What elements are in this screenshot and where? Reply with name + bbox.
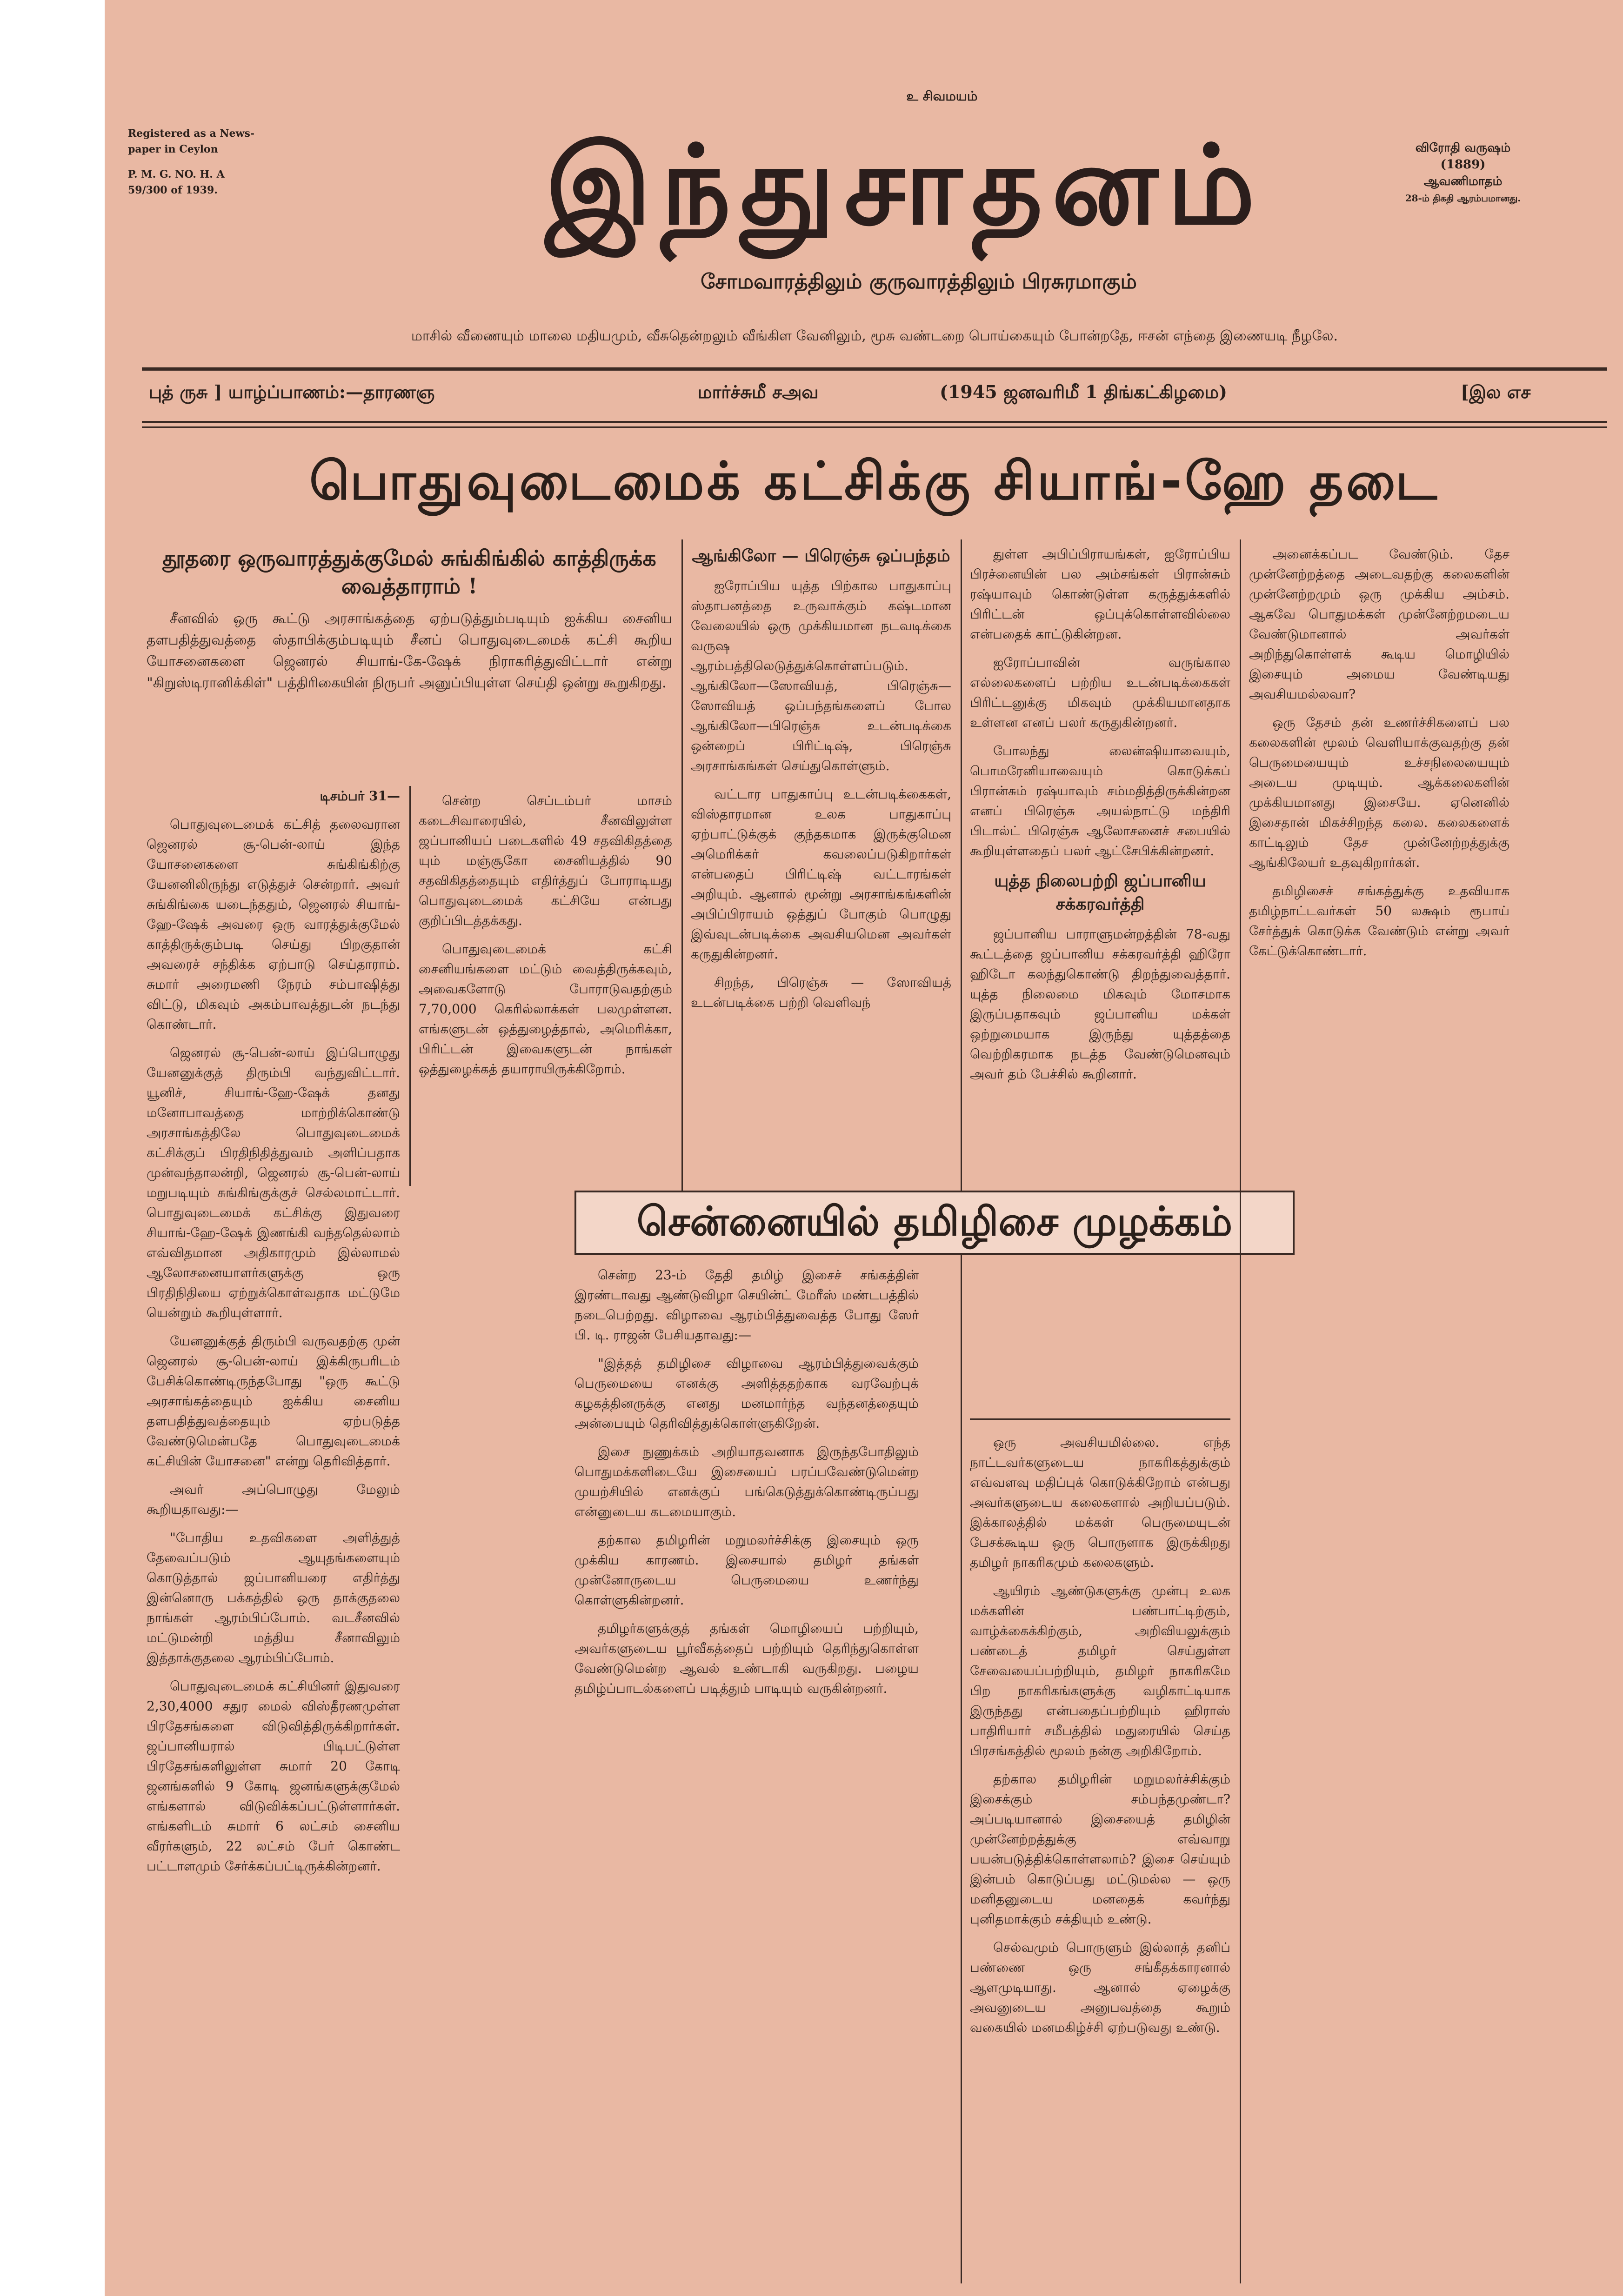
column-rule: [1240, 539, 1241, 2283]
article-paragraph: இசை நுணுக்கம் அறியாதவனாக இருந்தபோதிலும் பொதுமக்களிடையே இசையைப் பரப்பவேண்டுமென்ற முயற்சியில் எனக்குப் பங்கெடுத்துக்கொண்டிருப்பது என்னுடைய கடமையாகும்.: [574, 1444, 919, 1519]
column-rule: [961, 539, 962, 2283]
column-2: [419, 791, 672, 1186]
article-paragraph: "இத்தத் தமிழிசை விழாவை ஆரம்பித்துவைக்கும் பெருமையை எனக்கு அளித்ததற்காக வரவேற்புக் கழகத்தினருக்கு எனது மனமார்ந்த வந்தனத்தையும் அன்பையும் தெரிவித்துக்கொள்ளுகிறேன்.: [574, 1356, 919, 1431]
article-paragraph: ஜெனரல் சூ-பென்-லாய் இப்பொழுது யேனனுக்குத் திரும்பி வந்துவிட்டார். யூனிச், சியாங்-ஹே-ஷேக் தனது மனோபாவத்தை மாற்றிக்கொண்டு அரசாங்கத்திலே பொதுவுடைமைக் கட்சிக்குப் பிரதிநிதித்துவம் அளிப்பதாக முன்வந்தாலன்றி, ஜெனரல் சூ-பென்-லாய் மறுபடியும் சுங்கிங்குக்குச் செல்லமாட்டார். பொதுவுடைமைக் கட்சிக்கு இதுவரை சியாங்-ஹே-ஷேக் இணங்கி வந்ததெல்லாம் எவ்விதமான அதிகாரமும் இல்லாமல் ஆலோசனையாளர்களுக்கு ஒரு பிரதிநிதியை ஏற்றுக்கொள்வதாக மட்டுமே யென்றும் கூறியுள்ளார்.: [147, 1045, 400, 1320]
volume-info: புத் ருசு ] யாழ்ப்பாணம்:—தாரணஞ: [149, 381, 435, 402]
column-1a: [147, 786, 400, 2274]
article-paragraph: வட்டார பாதுகாப்பு உடன்படிக்கைகள், விஸ்தாரமான உலக பாதுகாப்பு ஏற்பாட்டுக்குக் குந்தகமாக இருக்குமென அமெரிக்கர் கவலைப்படுகிறார்கள் என்பதைப் பிரிட்டிஷ் வட்டாரங்கள் அறியும். ஆனால் மூன்று அரசாங்கங்களின் அபிப்பிராயம் ஒத்துப் போகும் பொழுது இவ்வுடன்படிக்கை அவசியமென அவர்கள் கருதுகின்றனர்.: [691, 786, 951, 962]
column-rule: [409, 786, 411, 1186]
article-paragraph: செல்வமும் பொருளும் இல்லாத் தனிப் பண்ணை ஒரு சங்கீதக்காரனால் ஆளமுடியாது. ஆனால் ஏழைக்கு அவனுடைய அனுபவத்தை கூறும் வகையில் மனமகிழ்ச்சி ஏற்படுவது உண்டு.: [970, 1940, 1230, 2035]
divider: [142, 421, 1607, 423]
invocation: உ சிவமயம்: [906, 88, 978, 104]
registration-line: paper in Ceylon: [128, 143, 218, 155]
article-paragraph: ஆயிரம் ஆண்டுகளுக்கு முன்பு உலக மக்களின் பண்பாட்டிற்கும், வாழ்க்கைக்கிற்கும், அறிவியலுக்கும் பண்டைத் தமிழர் செய்துள்ள சேவையைப்பற்றியும், தமிழர் நாகரிகமே பிற நாகரிகங்களுக்கு வழிகாட்டியாக இருந்தது என்பதைப்பற்றியும் ஹிராஸ் பாதிரியார் சமீபத்தில் மதுரையில் செய்த பிரசங்கத்தில் மூலம் நன்கு அறிகிறோம்.: [970, 1583, 1230, 1758]
registration-line: 59/300 of 1939.: [128, 184, 218, 196]
article-paragraph: தற்கால தமிழரின் மறுமலர்ச்சிக்கும் இசைக்கும் சம்பந்தமுண்டா? அப்படியானால் இசையைத் தமிழின் முன்னேற்றத்துக்கு எவ்வாறு பயன்படுத்திக்கொள்ளலாம்? இசை செய்யும் இன்பம் கொடுப்பது மட்டுமல்ல — ஒரு மனிதனுடைய மனதைக் கவர்ந்து புனிதமாக்கும் சக்தியும் உண்டு.: [970, 1771, 1230, 1927]
column-subhead: தூதரை ஒருவாரத்துக்குமேல் சுங்கிங்கில் காத்திருக்க வைத்தாராம் !: [162, 546, 656, 599]
article-paragraph: பொதுவுடைமைக் கட்சித் தலைவரான ஜெனரல் சூ-பென்-லாய் இந்த யோசனைகளை சுங்கிங்கிற்கு யேனனிலிருந்து எடுத்துச் சென்றார். அவர் சுங்கிங்கை யடைந்ததும், ஜெனரல் சியாங்-ஹே-ஷேக் அவரை ஒரு வாரத்துக்குமேல் காத்திருக்கும்படி செய்து பிறகுதான் அவரைச் சந்திக்க ஏற்பாடு செய்தாராம். சுமார் அரைமணி நேரம் சம்பாஷித்து விட்டு, மிகவும் அகம்பாவத்துடன் நடந்து கொண்டார்.: [147, 817, 400, 1032]
article-paragraph: தமிழர்களுக்குத் தங்கள் மொழியைப் பற்றியும், அவர்களுடைய பூர்வீகத்தைப் பற்றியும் தெரிந்துகொள்ள வேண்டுமென்ற ஆவல் உண்டாகி வருகிறது. பழைய தமிழ்ப்பாடல்களைப் படித்தும் பாடியும் வருகின்றனர்.: [574, 1621, 919, 1696]
article-paragraph: ஒரு அவசியமில்லை. எந்த நாட்டவர்களுடைய நாகரிகத்துக்கும் எவ்வளவு மதிப்புக் கொடுக்கிறோம் என்பது அவர்களுடைய கலைகளால் அறியப்படும். இக்காலத்தில் மக்கள் பெருமையுடன் பேசக்கூடிய ஒரு பொருளாக இருக்கிறது தமிழர் நாகரிகமும் கலைகளும்.: [970, 1435, 1230, 1570]
article-paragraph: ஐரோப்பாவின் வருங்கால எல்லைகளைப் பற்றிய உடன்படிக்கைகள் பிரிட்டனுக்கு மிகவும் முக்கியமானதாக உள்ளன எனப் பலர் கருதுகின்றனர்.: [970, 655, 1230, 730]
article-paragraph: பொதுவுடைமைக் கட்சி சைனியங்களை மட்டும் வைத்திருக்கவும், அவைகளோடு போராடுவதற்கும் 7,70,000 கெரில்லாக்கள் பலமுள்ளன. எங்களுடன் ஒத்துழைத்தால், அமெரிக்கா, பிரிட்டன் இவைகளுடன் நாங்கள் ஒத்துழைக்கத் தயாராயிருக்கிறோம்.: [419, 941, 672, 1077]
article-paragraph: அனைக்கப்பட வேண்டும். தேச முன்னேற்றத்தை அடைவதற்கு கலைகளின் முன்னேற்றமும் ஒரு முக்கிய அம்சம். ஆகவே பொதுமக்கள் முன்னேற்றமடைய வேண்டுமானால் அவர்கள் அறிந்துகொள்ளக் கூடிய மொழியில் இசையும் அமைய வேண்டியது அவசியமல்லவா?: [1249, 546, 1509, 702]
issue-date: (1945 ஜனவரிமீ 1 திங்கட்கிழமை): [940, 381, 1228, 402]
era-notice: [1403, 140, 1523, 206]
article-paragraph: துள்ள அபிப்பிராயங்கள், ஐரோப்பிய பிரச்னையின் பல அம்சங்கள் பிரான்சும் ரஷ்யாவும் கொண்டுள்ள கருத்துக்களில் பிரிட்டன் ஒப்புக்கொள்ளவில்லை என்பதைக் காட்டுகின்றன.: [970, 546, 1230, 642]
column-subhead: ஆங்கிலோ — பிரெஞ்சு ஒப்பந்தம்: [692, 546, 950, 566]
main-headline: பொதுவுடைமைக் கட்சிக்கு சியாங்-ஹே தடை: [309, 451, 1440, 512]
article-paragraph: சிறந்த, பிரெஞ்சு — ஸோவியத் உடன்படிக்கை பற்றி வெளிவந்: [691, 975, 951, 1010]
masthead: இந்துசாதனம்: [545, 122, 1265, 249]
era-line: விரோதி வருஷம்: [1415, 141, 1511, 155]
issue-number: [இல எச: [1461, 381, 1531, 402]
era-line: (1889): [1440, 158, 1486, 172]
feature-headline: சென்னையில் தமிழிசை முழக்கம்: [574, 1191, 1295, 1255]
divider: [142, 426, 1607, 428]
column-rule: [681, 539, 683, 1191]
feature-column-left: [574, 1265, 919, 2279]
scan-margin: [0, 0, 28, 2296]
column-3: [691, 544, 951, 1186]
article-paragraph: "போதிய உதவிகளை அளித்துத் தேவைப்படும் ஆயுதங்களையும் கொடுத்தால் ஜப்பானியரை எதிர்த்து இன்னொரு பக்கத்தில் ஒரு தாக்குதலை நாங்கள் ஆரம்பிப்போம். வடசீனவில் மட்டுமன்றி மத்திய சீனாவிலும் இத்தாக்குதலை ஆரம்பிப்போம்.: [147, 1530, 400, 1665]
article-paragraph: ஒரு தேசம் தன் உணர்ச்சிகளைப் பல கலைகளின் மூலம் வெளியாக்குவதற்கு தன் பெருமையையும் உச்சநிலையையும் அடைய முடியும். ஆக்கலைகளின் முக்கியமானது இசையே. ஏனெனில் இசைதான் மிகச்சிறந்த கலை. கலைகளைக் காட்டிலும் தேச முன்னேற்றத்துக்கு ஆங்கிலேயர் உதவுகிறார்கள்.: [1249, 715, 1509, 870]
dateline-tag: டிசம்பர் 31—: [320, 788, 400, 804]
era-line: 28-ம் திகதி ஆரம்பமானது.: [1405, 193, 1521, 204]
feature-column-right: [1249, 544, 1509, 2279]
article-paragraph: பொதுவுடைமைக் கட்சியினர் இதுவரை 2,30,4000 சதுர மைல் விஸ்தீரணமுள்ள பிரதேசங்களை விடுவித்திருக்கிறார்கள். ஜப்பானியரால் பிடிபட்டுள்ள பிரதேசங்களிலுள்ள சுமார் 20 கோடி ஜனங்களில் 9 கோடி ஜனங்களுக்குமேல் எங்களால் விடுவிக்கப்பட்டுள்ளார்கள். எங்களிடம் சுமார் 6 லட்சம் சைனிய வீரர்களும், 22 லட்சம் பேர் கொண்ட பட்டாளமும் சேர்க்கப்பட்டிருக்கின்றனர்.: [147, 1678, 400, 1874]
divider: [142, 367, 1607, 371]
column-4: [970, 544, 1230, 1404]
article-paragraph: சீனவில் ஒரு கூட்டு அரசாங்கத்தை ஏற்படுத்தும்படியும் ஐக்கிய சைனிய தளபதித்துவத்தை ஸ்தாபிக்கும்படியும் சீனப் பொதுவுடைமைக் கட்சி கூறிய யோசனைகளை ஜெனரல் சியாங்-கே-ஷேக் நிராகரித்துவிட்டார் என்று "கிறுஸ்டிரானிக்கிள்" பத்திரிகையின் நிருபர் அனுப்பியுள்ள செய்தி ஒன்று கூறுகிறது.: [147, 611, 672, 691]
section-rule: [970, 1418, 1230, 1420]
article-paragraph: அவர் அப்பொழுது மேலும் கூறியதாவது:—: [147, 1482, 400, 1517]
article-paragraph: தற்கால தமிழரின் மறுமலர்ச்சிக்கு இசையும் ஒரு முக்கிய காரணம். இசையால் தமிழர் தங்கள் முன்னோருடைய பெருமையை உணர்ந்து கொள்ளுகின்றனர்.: [574, 1532, 919, 1608]
tamil-date: மார்ச்சுமீ சஅவ: [698, 381, 819, 402]
article-paragraph: ஜப்பானிய பாராளுமன்றத்தின் 78-வது கூட்டத்தை ஜப்பானிய சக்கரவர்த்தி ஹிரோ ஹிடோ கலந்துகொண்டு திறந்துவைத்தார். யுத்த நிலைமை மிகவும் மோசமாக இருப்பதாகவும் ஜப்பானிய மக்கள் ஒற்றுமையாக இருந்து யுத்தத்தை வெற்றிகரமாக நடத்த வேண்டுமெனவும் அவர் தம் பேச்சில் கூறினார்.: [970, 926, 1230, 1082]
era-line: ஆவணிமாதம்: [1423, 174, 1503, 188]
motto: மாசில் வீணையும் மாலை மதியமும், வீசுதென்றலும் வீங்கிள வேனிலும், மூசு வண்டறை பொய்கையும் போன்றதே, ஈசன் எந்தை இணையடி நீழலே.: [411, 328, 1338, 344]
article-paragraph: போலந்து லைன்ஷியாவையும், பொமரேனியாவையும் கொடுக்கப் பிரான்சும் ரஷ்யாவும் சம்மதித்திருக்கின்றன எனப் பிரெஞ்சு அயல்நாட்டு மந்திரி பிடால்ட் பிரெஞ்சு ஆலோசனைச் சபையில் கூறியுள்ளதைப் பலர் ஆட்சேபிக்கின்றனர்.: [970, 743, 1230, 859]
newspaper-page: [105, 0, 1623, 2296]
article-paragraph: யேனனுக்குத் திரும்பி வருவதற்கு முன் ஜெனரல் சூ-பென்-லாய் இக்கிருபரிடம் பேசிக்கொண்டிருந்தபோது "ஒரு கூட்டு அரசாங்கத்தையும் ஐக்கிய சைனிய தளபதித்துவத்தையும் ஏற்படுத்த வேண்டுமென்பதே பொதுவுடைமைக் கட்சியின் யோசனை" என்று தெரிவித்தார்.: [147, 1333, 400, 1469]
registration-notice: [128, 126, 281, 198]
column-subhead: யுத்த நிலைபற்றி ஜப்பானிய சக்கரவர்த்தி: [994, 871, 1206, 914]
article-paragraph: சென்ற 23-ம் தேதி தமிழ் இசைச் சங்கத்தின் இரண்டாவது ஆண்டுவிழா செயின்ட் மேரீஸ் மண்டபத்தில் நடைபெற்றது. விழாவை ஆரம்பித்துவைத்த போது ஸேர் பி. டி. ராஜன் பேசியதாவது:—: [574, 1267, 919, 1343]
dateline: [149, 381, 1605, 409]
registration-line: Registered as a News-: [128, 127, 254, 140]
publication-frequency: சோமவாரத்திலும் குருவாரத்திலும் பிரசுரமாகும்: [701, 270, 1137, 293]
article-paragraph: தமிழிசைச் சங்கத்துக்கு உதவியாக தமிழ்நாட்டவர்கள் 50 லக்ஷம் ரூபாய் சேர்த்துக் கொடுக்க வேண்டும் என்று அவர் கேட்டுக்கொண்டார்.: [1249, 883, 1509, 958]
article-paragraph: ஐரோப்பிய யுத்த பிற்கால பாதுகாப்பு ஸ்தாபனத்தை உருவாக்கும் கஷ்டமான வேலையில் ஒரு முக்கியமான நடவடிக்கை வருஷ ஆரம்பத்திலெடுத்துக்கொள்ளப்படும். ஆங்கிலோ—ஸோவியத், பிரெஞ்சு—ஸோவியத் ஒப்பந்தங்களைப் போல ஆங்கிலோ—பிரெஞ்சு உடன்படிக்கை ஒன்றைப் பிரிட்டிஷ், பிரெஞ்சு அரசாங்கங்கள் செய்துகொள்ளும்.: [691, 578, 951, 773]
article-paragraph: சென்ற செப்டம்பர் மாசம் கடைசிவாரையில், சீனவிலுள்ள ஜப்பானியப் படைகளில் 49 சதவிகிதத்தை யும் மஞ்சூகோ சைனியத்தில் 90 சதவிகிதத்தையும் எதிர்த்துப் போராடியது பொதுவுடைமைக் கட்சியே என்பது குறிப்பிடத்தக்கது.: [419, 793, 672, 928]
registration-line: P. M. G. NO. H. A: [128, 168, 225, 180]
feature-column-middle: [970, 1432, 1230, 2279]
